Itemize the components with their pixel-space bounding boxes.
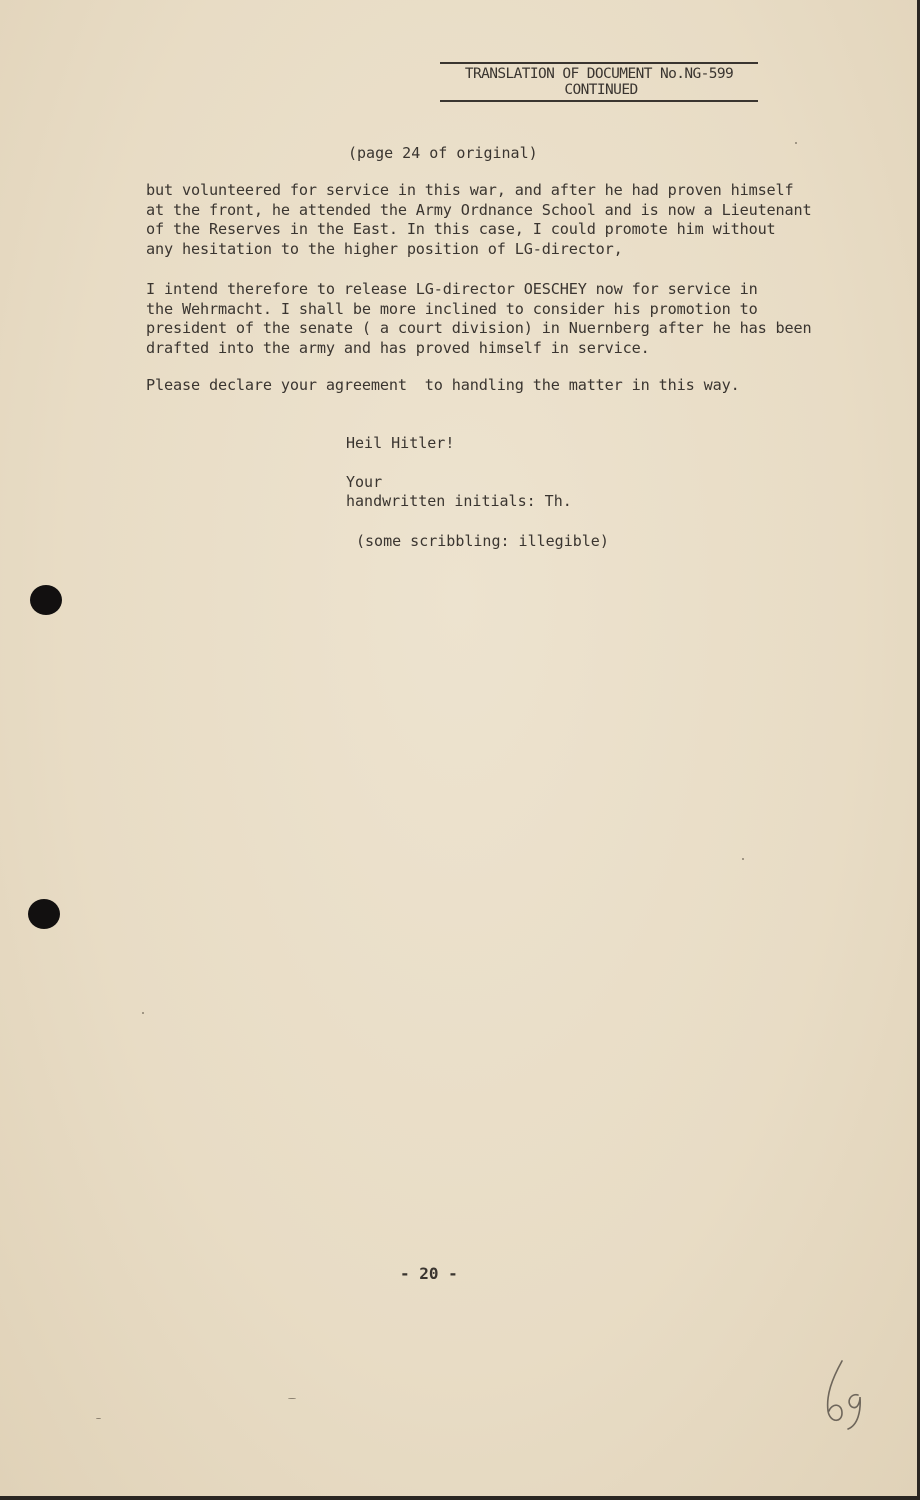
scribbling-note: (some scribbling: illegible) xyxy=(356,532,609,550)
paragraph-line: the Wehrmacht. I shall be more inclined to consider his promotion to xyxy=(146,299,758,318)
header-rule-bottom xyxy=(440,100,758,102)
header-continued: CONTINUED xyxy=(564,82,638,98)
header-title: TRANSLATION OF DOCUMENT No.NG-599 xyxy=(464,66,734,82)
paragraph-line: Please declare your agreement to handling the matter in this way. xyxy=(146,376,740,394)
salutation: Heil Hitler! xyxy=(346,434,455,452)
paragraph-line: of the Reserves in the East. In this case, I could promote him without xyxy=(146,220,776,239)
handwritten-page-mark xyxy=(820,1355,870,1435)
closing-your: Your xyxy=(346,473,383,491)
paragraph-2 xyxy=(146,280,866,358)
handwritten-initials-note: handwritten initials: Th. xyxy=(346,492,572,510)
scan-edge-bottom xyxy=(0,1496,920,1500)
paper-speck xyxy=(96,1418,101,1419)
paragraph-line: but volunteered for service in this war, and after he had proven himself xyxy=(146,181,794,199)
punch-hole-bottom xyxy=(28,899,60,929)
document-header xyxy=(440,62,758,102)
paragraph-line: president of the senate ( a court division) in Nuernberg after he has been xyxy=(146,319,812,338)
paper-speck xyxy=(742,858,744,860)
paper-speck xyxy=(288,1398,296,1399)
paper-speck xyxy=(795,142,797,144)
paragraph-line: any hesitation to the higher position of LG-director, xyxy=(146,239,623,258)
paper-speck xyxy=(142,1012,144,1014)
paragraph-3 xyxy=(146,376,866,396)
paragraph-line: drafted into the army and has proved himself in service. xyxy=(146,338,650,357)
page-reference: (page 24 of original) xyxy=(348,144,538,162)
page-number: - 20 - xyxy=(400,1264,458,1283)
paragraph-line: at the front, he attended the Army Ordnance School and is now a Lieutenant xyxy=(146,200,812,219)
header-rule-top xyxy=(440,62,758,64)
paragraph-line: I intend therefore to release LG-director OESCHEY now for service in xyxy=(146,280,758,298)
punch-hole-top xyxy=(30,585,62,615)
paragraph-1 xyxy=(146,181,866,259)
